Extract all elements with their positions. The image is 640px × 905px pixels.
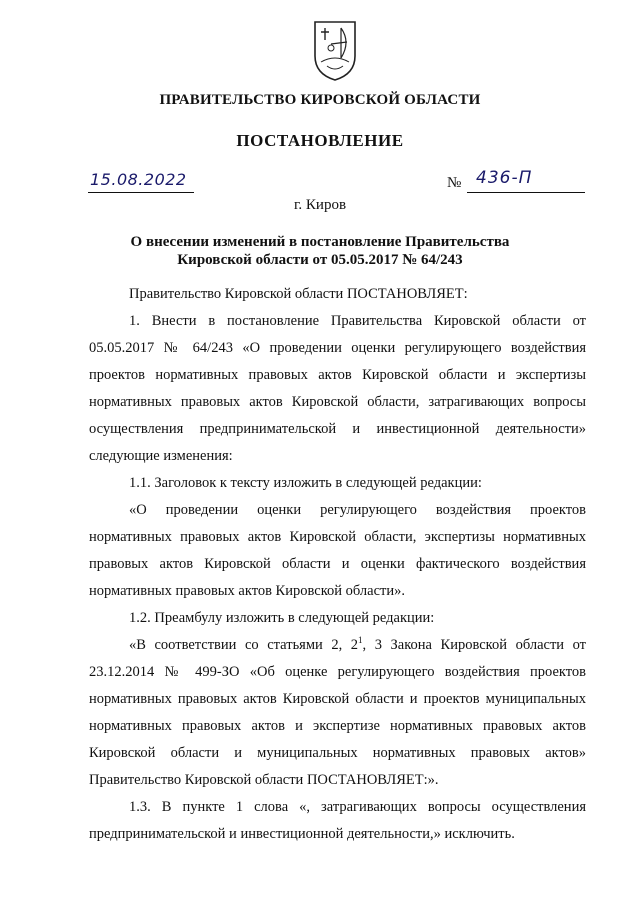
intro-paragraph: Правительство Кировской области ПОСТАНОВЛЯЕТ:	[129, 286, 468, 302]
paragraph-1: 1. Внести в постановление Правительства Кировской области от 05.05.2017 № 64/243 «О проведении оценки регулирующего воздействия проектов нормативных правовых актов Кировской области и экспертизы нормативных правовых актов Кировской области, затрагивающих вопросы осуществления предпринимательской и инвестиционной деятельности» следующие изменения:	[89, 313, 586, 464]
document-type-title: ПОСТАНОВЛЕНИЕ	[236, 131, 404, 150]
paragraph-1-2: 1.2. Преамбулу изложить в следующей редакции:	[129, 610, 435, 626]
paragraph-1-3: 1.3. В пункте 1 слова «, затрагивающих вопросы осуществления предпринимательской и инвестиционной деятельности,» исключить.	[89, 799, 586, 842]
document-subject	[0, 233, 640, 269]
government-title: ПРАВИТЕЛЬСТВО КИРОВСКОЙ ОБЛАСТИ	[159, 92, 481, 108]
document-date: 15.08.2022	[90, 170, 187, 189]
paragraph-1-2-quote	[89, 632, 586, 794]
number-sign: №	[447, 175, 462, 191]
subject-line-1: О внесении изменений в постановление Правительства	[130, 234, 510, 250]
paragraph-1-1-quote: «О проведении оценки регулирующего воздействия проектов нормативных правовых актов Кировской области, экспертизы нормативных правовых актов Кировской области и оценки фактического воздействия нормативных правовых актов Кировской области».	[89, 502, 586, 599]
superscript-1: 1	[358, 635, 363, 646]
quote-part-b: , 3 Закона Кировской области от 23.12.2014 № 499-ЗО «Об оценке регулирующего воздействия проектов нормативных правовых актов Кировской области и проектов муниципальных нормативных правовых актов и экспертизе нормативных правовых актов Кировской области и муниципальных нормативных правовых актов» Правительство Кировской области ПОСТАНОВЛЯЕТ:».	[89, 637, 586, 788]
quote-part-a: «В соответствии со статьями 2, 2	[129, 637, 359, 653]
paragraph-1-1: 1.1. Заголовок к тексту изложить в следующей редакции:	[129, 475, 482, 491]
coat-of-arms-icon	[311, 18, 359, 82]
subject-line-2: Кировской области от 05.05.2017 № 64/243	[177, 252, 463, 268]
city-label: г. Киров	[293, 197, 347, 213]
document-number: 436-П	[476, 168, 533, 188]
